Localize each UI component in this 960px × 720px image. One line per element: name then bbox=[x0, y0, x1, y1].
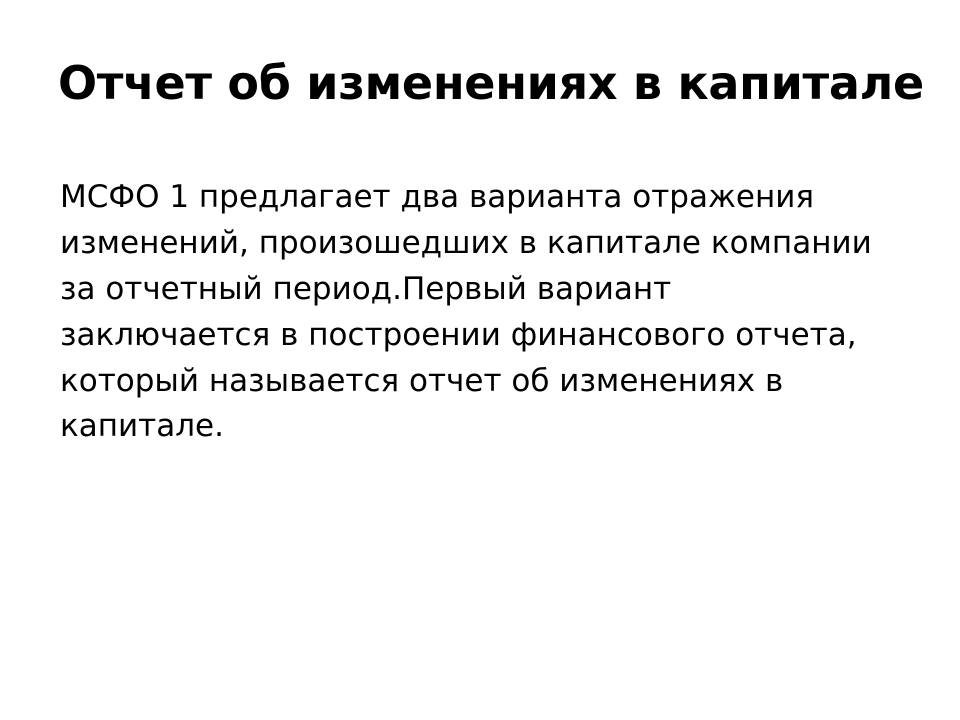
body-paragraph: МСФО 1 предлагает два варианта отражения изменений, произошедших в капитале компании за отчетный период.Первый вариант заключается в построении финансового отчета, который называется отчет об изменениях в капитале. bbox=[60, 179, 872, 445]
page-title: Отчет об изменениях в капитале bbox=[58, 56, 924, 110]
slide-body bbox=[60, 175, 890, 450]
